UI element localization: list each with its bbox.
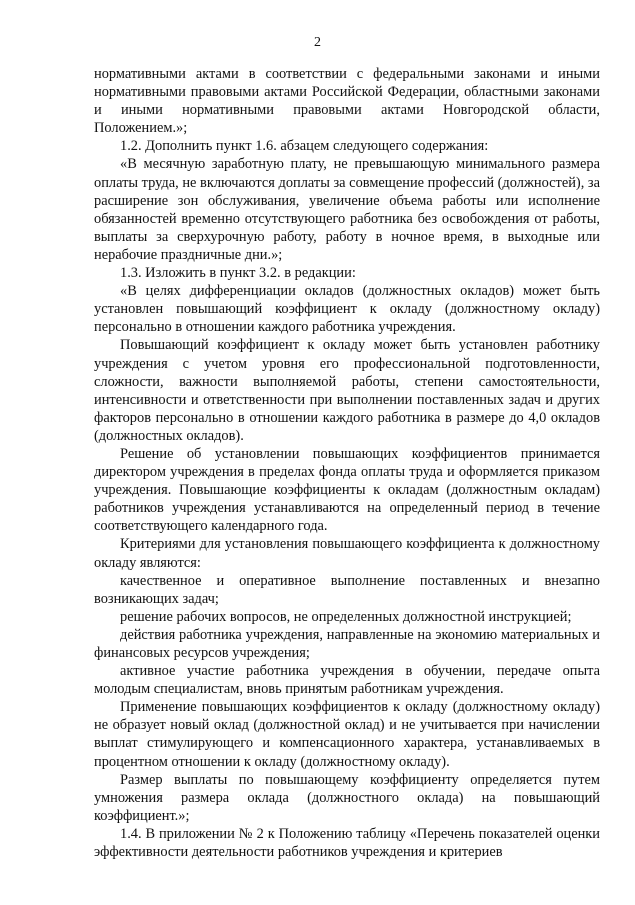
document-body: [94, 65, 600, 861]
criteria-item-quality: качественное и оперативное выполнение поставленных и внезапно возникающих задач;: [94, 572, 600, 607]
criteria-item-mentoring: активное участие работника учреждения в обучении, передаче опыта молодым специалистам, вновь принятым работникам учреждения.: [94, 663, 600, 698]
paragraph-quote-differentiation: «В целях дифференциации окладов (должностных окладов) может быть установлен повышающий коэффициент к окладу (должностному окладу) персонально в отношении каждого работника учреждения.: [94, 283, 600, 336]
paragraph-intro-continuation: нормативными актами в соответствии с федеральными законами и иными нормативными правовыми актами Российской Федерации, областными законами и иными нормативными правовыми актами Новгородской области, Положением.»;: [94, 66, 600, 137]
paragraph-quote-minimum-wage: «В месячную заработную плату, не превышающую минимального размера оплаты труда, не включаются доплаты за совмещение профессий (должностей), за расширение зон обслуживания, увеличение объема работы или исполнение обязанностей временно отсутствующего работника без освобождения от работы, выплаты за сверхурочную работу, работу в ночное время, в выходные или нерабочие праздничные дни.»;: [94, 156, 600, 263]
paragraph-payment-size: Размер выплаты по повышающему коэффициенту определяется путем умножения размера оклада (должностного оклада) на повышающий коэффициент.»;: [94, 771, 600, 824]
paragraph-item-1-3: 1.3. Изложить в пункт 3.2. в редакции:: [120, 265, 356, 282]
paragraph-decision: Решение об установлении повышающих коэффициентов принимается директором учреждения в пределах фонда оплаты труда и оформляется приказом учреждения. Повышающие коэффициенты к окладам (должностным окладам) работников учреждения устанавливаются на определенный период в течение соответствующего календарного года.: [94, 445, 600, 535]
paragraph-item-1-4: 1.4. В приложении № 2 к Положению таблицу «Перечень показателей оценки эффективности деятельности работников учреждения и критериев: [94, 825, 600, 861]
criteria-item-economy: действия работника учреждения, направленные на экономию материальных и финансовых ресурсов учреждения;: [94, 626, 600, 661]
paragraph-criteria: Критериями для установления повышающего коэффициента к должностному окладу являются:: [94, 536, 600, 571]
paragraph-application: Применение повышающих коэффициентов к окладу (должностному окладу) не образует новый оклад (должностной оклад) и не учитывается при начислении выплат стимулирующего и компенсационного характера, устанавливаемых в процентном отношении к окладу (должностному окладу).: [94, 699, 600, 770]
paragraph-item-1-2: 1.2. Дополнить пункт 1.6. абзацем следующего содержания:: [120, 138, 489, 155]
page-number: 2: [314, 35, 321, 50]
criteria-item-solving-issues: решение рабочих вопросов, не определенных должностной инструкцией;: [120, 608, 572, 625]
paragraph-coefficient-basis: Повышающий коэффициент к окладу может быть установлен работнику учреждения с учетом уровня его профессиональной подготовленности, сложности, важности выполняемой работы, степени самостоятельности, интенсивности и ответственности при выполнении поставленных задач и других факторов персонально в отношении каждого работника в размере до 4,0 окладов (должностных окладов).: [94, 337, 600, 444]
